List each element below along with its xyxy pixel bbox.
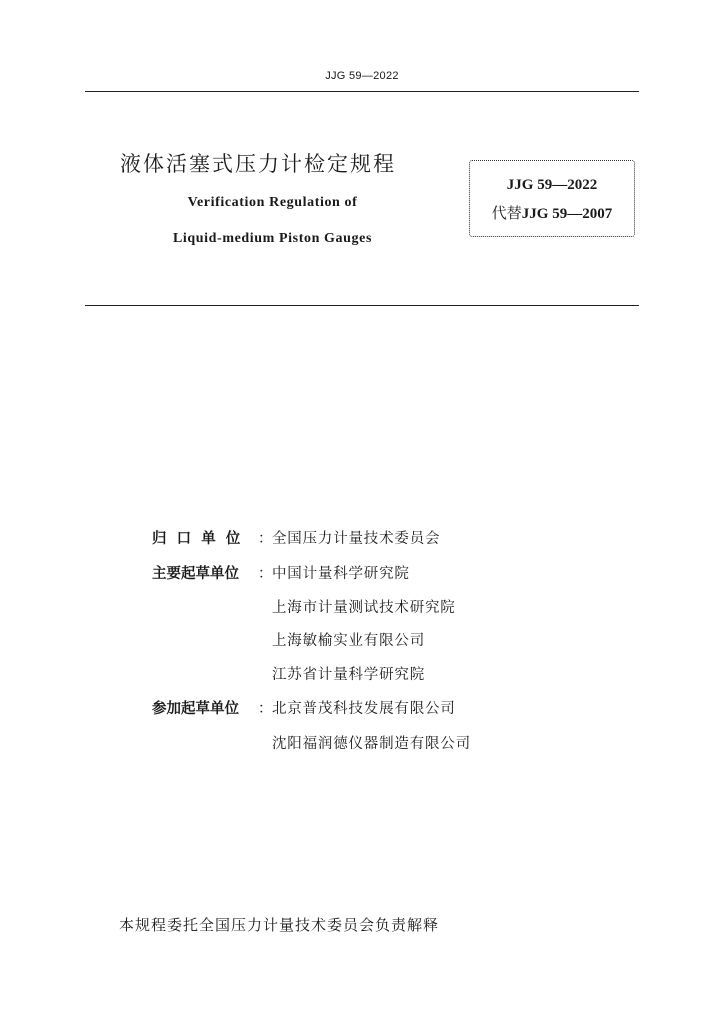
- middle-rule: [85, 305, 639, 306]
- main-drafting-label: 主要起草单位: [152, 566, 239, 582]
- current-code: JJG 59—2022: [506, 177, 598, 193]
- main-drafting-unit: 上海市计量测试技术研究院: [272, 600, 456, 616]
- participating-drafting-unit: 沈阳福润德仪器制造有限公司: [272, 736, 471, 752]
- interpretation-footer: 本规程委托全国压力计量技术委员会负责解释: [119, 916, 440, 934]
- title-english-line-1: Verification Regulation of: [187, 195, 358, 210]
- main-drafting-unit: 上海敏榆实业有限公司: [272, 633, 425, 649]
- participating-drafting-unit: 北京普茂科技发展有限公司: [272, 701, 456, 717]
- standard-code-box: [469, 160, 635, 237]
- participating-drafting-label: 参加起草单位: [152, 701, 239, 717]
- label-separator: ：: [258, 701, 273, 717]
- responsible-unit-value: 全国压力计量技术委员会: [272, 531, 441, 547]
- header-standard-code: JJG 59—2022: [325, 70, 399, 82]
- replaces-prefix: 代替: [491, 206, 522, 222]
- top-rule: [85, 91, 639, 92]
- main-drafting-unit: 中国计量科学研究院: [272, 566, 410, 582]
- title-english-line-2: Liquid-medium Piston Gauges: [172, 231, 372, 246]
- title-chinese: 液体活塞式压力计检定规程: [120, 152, 396, 176]
- main-drafting-unit: 江苏省计量科学研究院: [272, 667, 425, 683]
- responsible-unit-label: 归 口 单 位: [152, 531, 241, 547]
- replaces-code-line: [470, 202, 634, 223]
- label-separator: ：: [258, 566, 273, 582]
- replaces-code: JJG 59—2007: [521, 206, 613, 222]
- label-separator: ：: [258, 531, 273, 547]
